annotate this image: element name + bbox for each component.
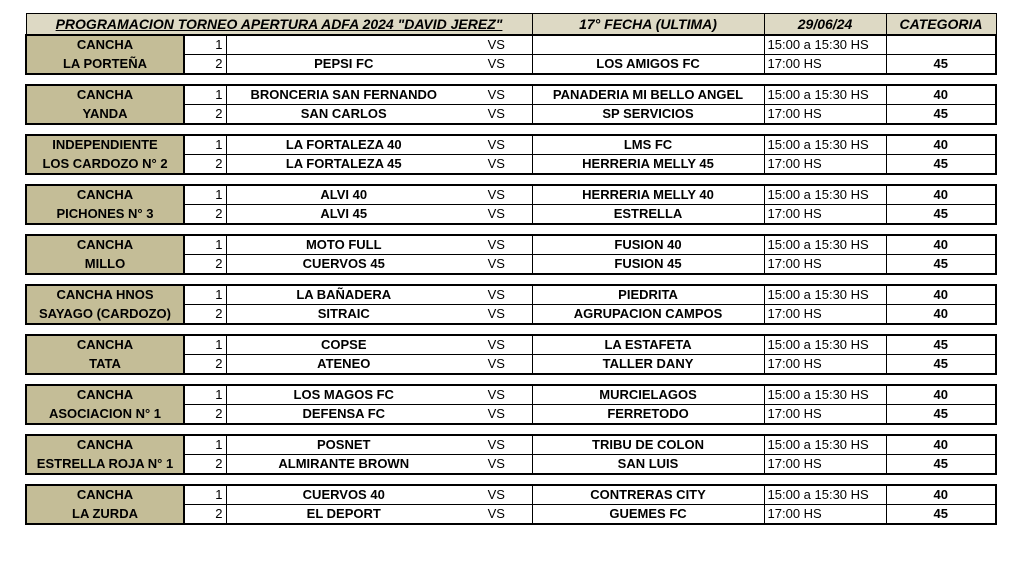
match-category: 40: [886, 385, 996, 405]
vs-label: VS: [461, 135, 532, 155]
match-category: 45: [886, 155, 996, 175]
venue-name-line1: INDEPENDIENTE: [26, 135, 184, 155]
away-team: GUEMES FC: [532, 505, 764, 525]
match-number: 1: [184, 235, 226, 255]
away-team: SAN LUIS: [532, 455, 764, 475]
home-team: ALMIRANTE BROWN: [226, 455, 461, 475]
match-row: [26, 285, 996, 305]
home-team: LA FORTALEZA 40: [226, 135, 461, 155]
match-number: 1: [184, 85, 226, 105]
vs-label: VS: [461, 355, 532, 375]
match-number: 1: [184, 335, 226, 355]
venue-name-line2: PICHONES N° 3: [26, 205, 184, 225]
match-row: [26, 505, 996, 525]
spacer-row: [26, 374, 996, 385]
round-label: 17° FECHA (ULTIMA): [532, 14, 764, 36]
vs-label: VS: [461, 335, 532, 355]
match-row: [26, 35, 996, 55]
match-time: 17:00 HS: [764, 455, 886, 475]
away-team: PIEDRITA: [532, 285, 764, 305]
home-team: SAN CARLOS: [226, 105, 461, 125]
venue-name-line1: CANCHA: [26, 235, 184, 255]
spacer-row: [26, 474, 996, 485]
spacer-cell: [26, 424, 996, 435]
venue-name-line1: CANCHA HNOS: [26, 285, 184, 305]
match-number: 1: [184, 285, 226, 305]
vs-label: VS: [461, 35, 532, 55]
home-team: SITRAIC: [226, 305, 461, 325]
vs-label: VS: [461, 505, 532, 525]
match-row: [26, 485, 996, 505]
match-number: 2: [184, 205, 226, 225]
venue-name-line1: CANCHA: [26, 435, 184, 455]
schedule-sheet: [25, 13, 995, 525]
match-time: 17:00 HS: [764, 255, 886, 275]
home-team: DEFENSA FC: [226, 405, 461, 425]
match-number: 2: [184, 305, 226, 325]
match-number: 1: [184, 135, 226, 155]
match-number: 2: [184, 155, 226, 175]
match-number: 1: [184, 35, 226, 55]
away-team: HERRERIA MELLY 45: [532, 155, 764, 175]
vs-label: VS: [461, 405, 532, 425]
home-team: ALVI 40: [226, 185, 461, 205]
match-category: 40: [886, 135, 996, 155]
venue-name-line2: ASOCIACION N° 1: [26, 405, 184, 425]
match-time: 17:00 HS: [764, 205, 886, 225]
venue-name-line2: LA PORTEÑA: [26, 55, 184, 75]
away-team: FERRETODO: [532, 405, 764, 425]
home-team: [226, 35, 461, 55]
home-team: BRONCERIA SAN FERNANDO: [226, 85, 461, 105]
match-row: [26, 205, 996, 225]
match-number: 2: [184, 55, 226, 75]
spacer-row: [26, 224, 996, 235]
match-row: [26, 155, 996, 175]
match-number: 2: [184, 405, 226, 425]
vs-label: VS: [461, 55, 532, 75]
vs-label: VS: [461, 205, 532, 225]
match-category: 45: [886, 105, 996, 125]
away-team: HERRERIA MELLY 40: [532, 185, 764, 205]
match-category: 45: [886, 205, 996, 225]
home-team: ALVI 45: [226, 205, 461, 225]
match-category: 40: [886, 305, 996, 325]
match-number: 1: [184, 385, 226, 405]
match-time: 17:00 HS: [764, 305, 886, 325]
home-team: POSNET: [226, 435, 461, 455]
match-time: 15:00 a 15:30 HS: [764, 185, 886, 205]
match-time: 15:00 a 15:30 HS: [764, 285, 886, 305]
spacer-cell: [26, 374, 996, 385]
match-row: [26, 185, 996, 205]
match-time: 17:00 HS: [764, 105, 886, 125]
venue-name-line1: CANCHA: [26, 385, 184, 405]
match-row: [26, 305, 996, 325]
home-team: PEPSI FC: [226, 55, 461, 75]
venue-name-line2: SAYAGO (CARDOZO): [26, 305, 184, 325]
match-time: 15:00 a 15:30 HS: [764, 135, 886, 155]
away-team: FUSION 40: [532, 235, 764, 255]
spacer-cell: [26, 174, 996, 185]
match-number: 2: [184, 455, 226, 475]
match-category: 45: [886, 505, 996, 525]
spacer-row: [26, 424, 996, 435]
spacer-row: [26, 74, 996, 85]
venue-name-line2: LA ZURDA: [26, 505, 184, 525]
match-category: 40: [886, 485, 996, 505]
spacer-row: [26, 324, 996, 335]
match-category: 40: [886, 85, 996, 105]
spacer-row: [26, 174, 996, 185]
match-row: [26, 105, 996, 125]
match-row: [26, 55, 996, 75]
venue-name-line1: CANCHA: [26, 85, 184, 105]
match-row: [26, 355, 996, 375]
spacer-row: [26, 274, 996, 285]
venue-name-line1: CANCHA: [26, 185, 184, 205]
match-category: 40: [886, 235, 996, 255]
match-row: [26, 135, 996, 155]
match-row: [26, 405, 996, 425]
spacer-cell: [26, 474, 996, 485]
away-team: LA ESTAFETA: [532, 335, 764, 355]
vs-label: VS: [461, 235, 532, 255]
header-row: [26, 14, 996, 36]
vs-label: VS: [461, 105, 532, 125]
match-category: 40: [886, 435, 996, 455]
home-team: LA FORTALEZA 45: [226, 155, 461, 175]
venue-name-line1: CANCHA: [26, 335, 184, 355]
match-number: 2: [184, 255, 226, 275]
schedule-table: [25, 13, 997, 525]
home-team: LA BAÑADERA: [226, 285, 461, 305]
venue-name-line1: CANCHA: [26, 485, 184, 505]
match-number: 2: [184, 355, 226, 375]
venue-name-line2: MILLO: [26, 255, 184, 275]
match-time: 17:00 HS: [764, 155, 886, 175]
away-team: PANADERIA MI BELLO ANGEL: [532, 85, 764, 105]
category-header: CATEGORIA: [886, 14, 996, 36]
away-team: LOS AMIGOS FC: [532, 55, 764, 75]
away-team: SP SERVICIOS: [532, 105, 764, 125]
match-category: 40: [886, 285, 996, 305]
match-row: [26, 255, 996, 275]
venue-name-line1: CANCHA: [26, 35, 184, 55]
vs-label: VS: [461, 185, 532, 205]
match-category: 40: [886, 185, 996, 205]
vs-label: VS: [461, 285, 532, 305]
vs-label: VS: [461, 435, 532, 455]
match-time: 15:00 a 15:30 HS: [764, 235, 886, 255]
match-category: 45: [886, 55, 996, 75]
away-team: AGRUPACION CAMPOS: [532, 305, 764, 325]
vs-label: VS: [461, 485, 532, 505]
match-category: 45: [886, 405, 996, 425]
home-team: MOTO FULL: [226, 235, 461, 255]
vs-label: VS: [461, 385, 532, 405]
venue-name-line2: LOS CARDOZO N° 2: [26, 155, 184, 175]
match-time: 15:00 a 15:30 HS: [764, 385, 886, 405]
spacer-cell: [26, 74, 996, 85]
away-team: FUSION 45: [532, 255, 764, 275]
away-team: TALLER DANY: [532, 355, 764, 375]
match-category: 45: [886, 255, 996, 275]
venue-name-line2: YANDA: [26, 105, 184, 125]
match-number: 2: [184, 505, 226, 525]
vs-label: VS: [461, 455, 532, 475]
date-label: 29/06/24: [764, 14, 886, 36]
match-number: 1: [184, 485, 226, 505]
spacer-cell: [26, 224, 996, 235]
match-category: 45: [886, 355, 996, 375]
match-row: [26, 235, 996, 255]
match-time: 15:00 a 15:30 HS: [764, 85, 886, 105]
match-time: 17:00 HS: [764, 505, 886, 525]
away-team: MURCIELAGOS: [532, 385, 764, 405]
match-number: 1: [184, 435, 226, 455]
venue-name-line2: TATA: [26, 355, 184, 375]
home-team: CUERVOS 45: [226, 255, 461, 275]
match-row: [26, 85, 996, 105]
away-team: [532, 35, 764, 55]
home-team: COPSE: [226, 335, 461, 355]
home-team: ATENEO: [226, 355, 461, 375]
spacer-cell: [26, 324, 996, 335]
vs-label: VS: [461, 255, 532, 275]
match-category: 45: [886, 335, 996, 355]
match-row: [26, 455, 996, 475]
away-team: CONTRERAS CITY: [532, 485, 764, 505]
vs-label: VS: [461, 305, 532, 325]
spacer-row: [26, 124, 996, 135]
match-time: 17:00 HS: [764, 405, 886, 425]
vs-label: VS: [461, 155, 532, 175]
match-time: 17:00 HS: [764, 355, 886, 375]
away-team: TRIBU DE COLON: [532, 435, 764, 455]
vs-label: VS: [461, 85, 532, 105]
match-time: 15:00 a 15:30 HS: [764, 35, 886, 55]
page-title: PROGRAMACION TORNEO APERTURA ADFA 2024 "DAVID JEREZ": [26, 14, 532, 36]
venue-name-line2: ESTRELLA ROJA N° 1: [26, 455, 184, 475]
match-time: 17:00 HS: [764, 55, 886, 75]
match-row: [26, 335, 996, 355]
away-team: ESTRELLA: [532, 205, 764, 225]
match-category: 45: [886, 455, 996, 475]
away-team: LMS FC: [532, 135, 764, 155]
home-team: CUERVOS 40: [226, 485, 461, 505]
spacer-cell: [26, 274, 996, 285]
match-row: [26, 385, 996, 405]
spacer-cell: [26, 124, 996, 135]
match-category: [886, 35, 996, 55]
match-row: [26, 435, 996, 455]
home-team: LOS MAGOS FC: [226, 385, 461, 405]
match-time: 15:00 a 15:30 HS: [764, 435, 886, 455]
match-number: 1: [184, 185, 226, 205]
home-team: EL DEPORT: [226, 505, 461, 525]
match-time: 15:00 a 15:30 HS: [764, 485, 886, 505]
match-time: 15:00 a 15:30 HS: [764, 335, 886, 355]
match-number: 2: [184, 105, 226, 125]
